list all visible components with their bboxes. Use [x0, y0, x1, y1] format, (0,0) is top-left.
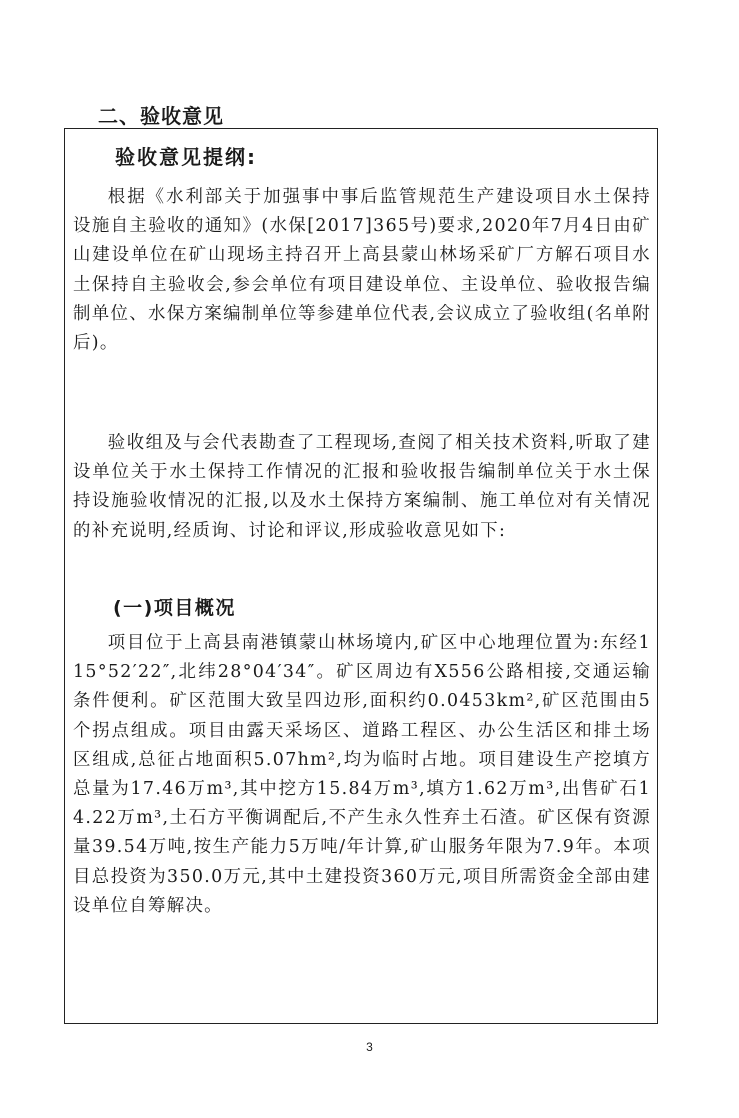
- box-title: 验收意见提纲:: [115, 145, 257, 169]
- opinion-box: [64, 128, 658, 1024]
- paragraph-project-overview: 项目位于上高县南港镇蒙山林场境内,矿区中心地理位置为:东经115°52′22″,北纬28°04′34″。矿区周边有X556公路相接,交通运输条件便利。矿区范围大致呈四边形,面积约0.0453km²,矿区范围由5个拐点组成。项目由露天采场区、道路工程区、办公生活区和排土场区组成,总征占地面积5.07hm²,均为临时占地。项目建设生产挖填方总量为17.46万m³,其中挖方15.84万m³,填方1.62万m³,出售矿石14.22万m³,土石方平衡调配后,不产生永久性弃土石渣。矿区保有资源量39.54万吨,按生产能力5万吨/年计算,矿山服务年限为7.9年。本项目总投资为350.0万元,其中土建投资360万元,项目所需资金全部由建设单位自筹解决。: [73, 633, 651, 916]
- page-number: 3: [366, 1040, 373, 1054]
- paragraph-meeting-basis: 根据《水利部关于加强事中事后监管规范生产建设项目水土保持设施自主验收的通知》(水保[2017]365号)要求,2020年7月4日由矿山建设单位在矿山现场主持召开上高县蒙山林场采矿厂方解石项目水土保持自主验收会,参会单位有项目建设单位、主设单位、验收报告编制单位、水保方案编制单位等参建单位代表,会议成立了验收组(名单附后)。: [73, 187, 651, 354]
- subheading-project-overview: (一)项目概况: [113, 597, 236, 619]
- section-heading: 二、验收意见: [98, 104, 224, 128]
- paragraph-inspection: 验收组及与会代表勘查了工程现场,查阅了相关技术资料,听取了建设单位关于水土保持工作情况的汇报和验收报告编制单位关于水土保持设施验收情况的汇报,以及水土保持方案编制、施工单位对有关情况的补充说明,经质询、讨论和评议,形成验收意见如下:: [73, 433, 651, 541]
